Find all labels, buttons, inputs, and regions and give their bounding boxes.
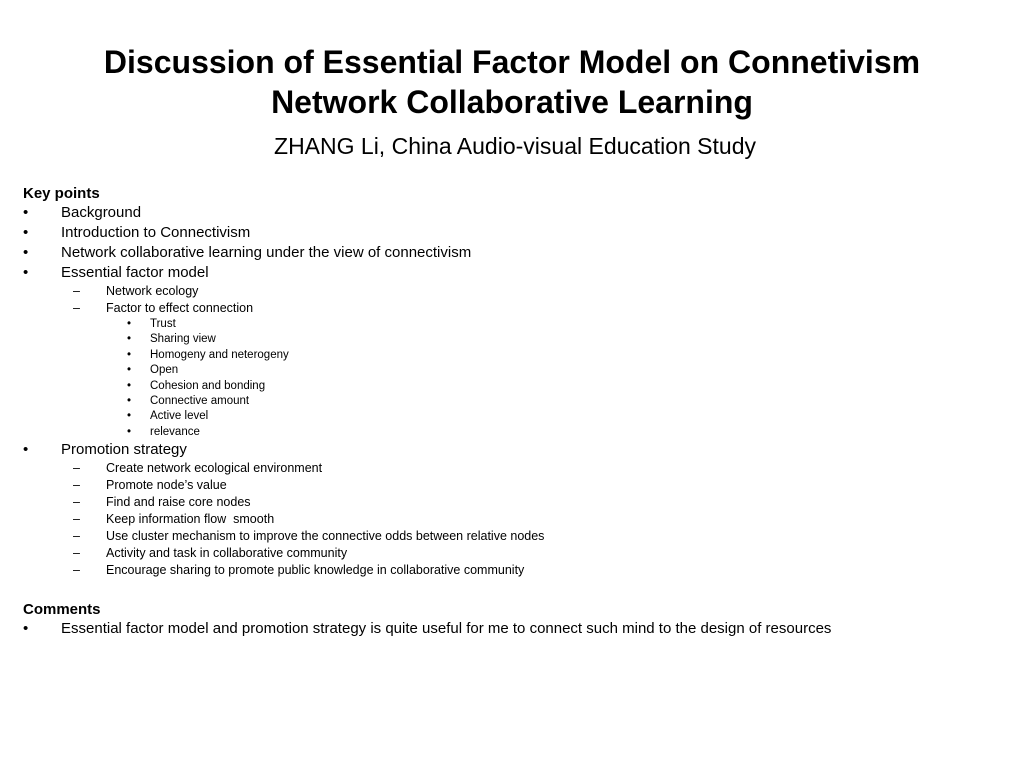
sub-list-item-text: Promote node’s value (106, 478, 227, 493)
bullet-marker: • (127, 348, 132, 361)
list-item (23, 440, 1003, 460)
list-item (23, 263, 1003, 283)
key-points-heading: Key points (23, 185, 100, 202)
sub-list-item (23, 545, 1003, 562)
bullet-marker: • (127, 318, 132, 330)
dash-marker: – (73, 301, 80, 315)
sub-list-item (23, 528, 1003, 545)
dash-marker: – (73, 495, 80, 510)
sub-list-item-text: Activity and task in collaborative community (106, 546, 348, 561)
factor-item (23, 409, 1003, 424)
section-spacer (23, 579, 1003, 601)
sub-list-item-text: Encourage sharing to promote public knowledge in collaborative community (106, 563, 525, 578)
slide-title (40, 42, 984, 122)
list-item (23, 243, 1003, 263)
slide-content (23, 185, 1003, 639)
dash-marker: – (73, 529, 80, 544)
factor-item-text: Open (150, 364, 179, 377)
bullet-marker: • (127, 425, 132, 438)
factor-item (23, 317, 1003, 332)
list-item-text: Essential factor model (61, 264, 209, 281)
sub-list-item (23, 283, 1003, 300)
sub-list-item (23, 511, 1003, 528)
sub-list-item (23, 477, 1003, 494)
bullet-marker: • (23, 264, 29, 281)
slide-subtitle: ZHANG Li, China Audio-visual Education Study (274, 133, 756, 159)
list-item-text: Promotion strategy (61, 441, 187, 459)
bullet-marker: • (127, 364, 132, 377)
bullet-marker: • (23, 244, 29, 261)
factor-item (23, 379, 1003, 394)
bullet-marker: • (23, 620, 29, 638)
sub-list-item (23, 300, 1003, 317)
sub-list-item-text: Find and raise core nodes (106, 495, 251, 510)
list-item (23, 223, 1003, 243)
sub-list-item-text: Network ecology (106, 284, 199, 298)
factor-item (23, 363, 1003, 378)
sub-list-item-text: Keep information flow smooth (106, 512, 275, 527)
slide-title-line-1: Discussion of Essential Factor Model on Connetivism (103, 44, 921, 80)
dash-marker: – (73, 563, 80, 578)
list-item (23, 203, 1003, 223)
factor-item-text: Cohesion and bonding (150, 379, 266, 392)
bullet-marker: • (23, 441, 29, 459)
factor-item (23, 425, 1003, 440)
bullet-marker: • (23, 204, 29, 221)
factor-item-text: Sharing view (150, 333, 216, 346)
sub-list-item-text: Factor to effect connection (106, 301, 254, 315)
sub-list-item-text: Use cluster mechanism to improve the connective odds between relative nodes (106, 529, 545, 544)
dash-marker: – (73, 512, 80, 527)
factor-item-text: Trust (150, 318, 176, 330)
bullet-marker: • (127, 333, 132, 346)
factor-item-text: Connective amount (150, 394, 250, 407)
slide-title-line-2: Network Collaborative Learning (271, 84, 753, 120)
factor-item-text: relevance (150, 425, 200, 438)
list-item-text: Essential factor model and promotion strategy is quite useful for me to connect such mind to the design of resources (61, 620, 832, 638)
list-item (23, 619, 1003, 639)
list-item-text: Network collaborative learning under the view of connectivism (61, 244, 472, 261)
comments-heading: Comments (23, 601, 101, 619)
bullet-marker: • (23, 224, 29, 241)
dash-marker: – (73, 461, 80, 476)
sub-list-item-text: Create network ecological environment (106, 461, 323, 476)
factor-item-text: Homogeny and neterogeny (150, 348, 289, 361)
list-item-text: Background (61, 204, 142, 221)
sub-list-item (23, 460, 1003, 477)
list-item-text: Introduction to Connectivism (61, 224, 251, 241)
dash-marker: – (73, 478, 80, 493)
factor-item (23, 332, 1003, 347)
bullet-marker: • (127, 394, 132, 407)
dash-marker: – (73, 546, 80, 561)
factor-item (23, 348, 1003, 363)
factor-item (23, 394, 1003, 409)
bullet-marker: • (127, 410, 132, 423)
sub-list-item (23, 494, 1003, 511)
bullet-marker: • (127, 379, 132, 392)
sub-list-item (23, 562, 1003, 579)
factor-item-text: Active level (150, 410, 209, 423)
dash-marker: – (73, 284, 80, 298)
